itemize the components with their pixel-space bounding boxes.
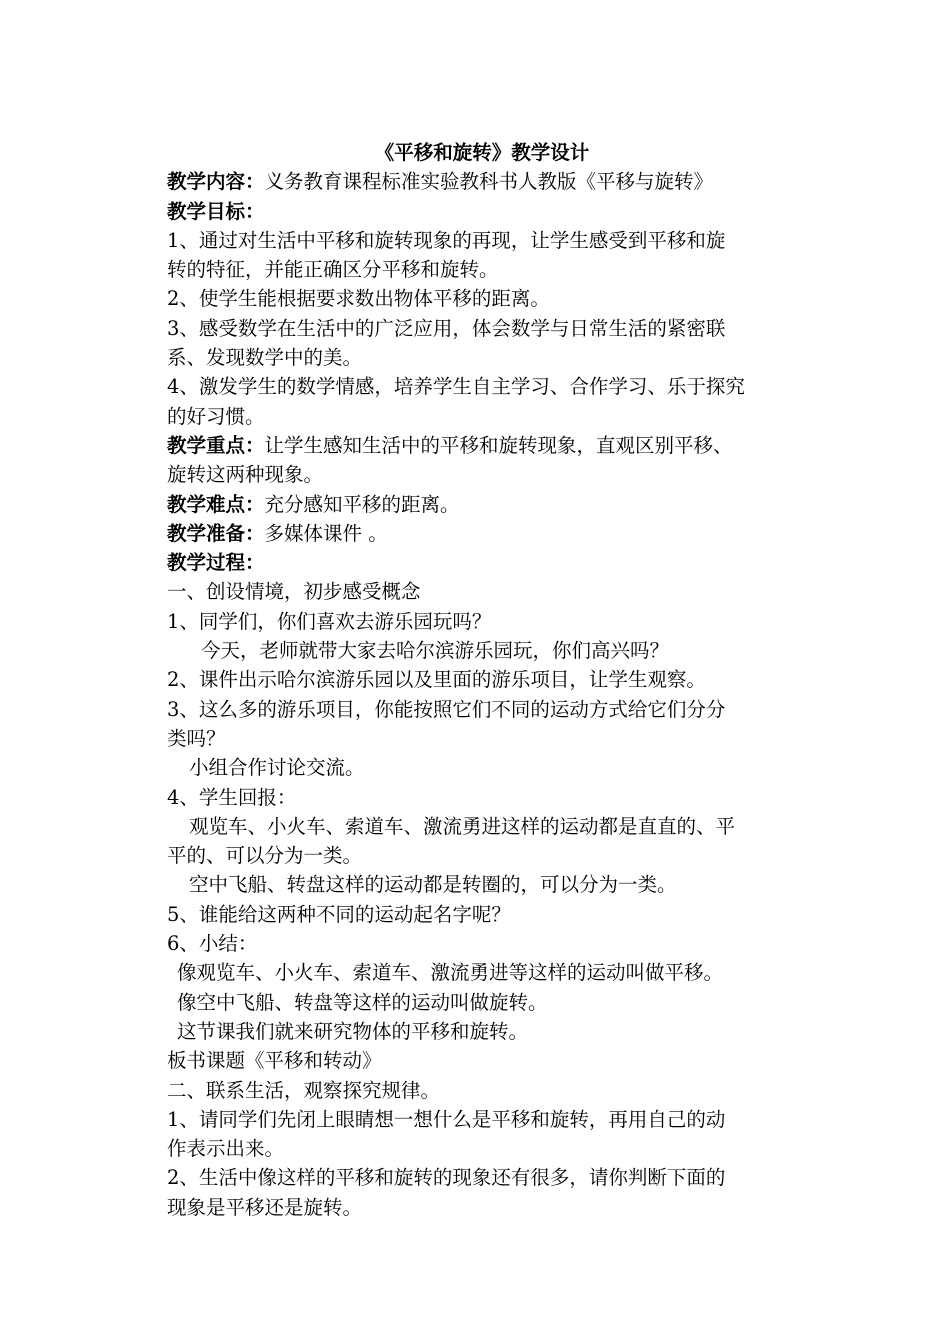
teaching-content [167,167,787,196]
section-2-item-2-line-2: 现象是平移还是旋转。 [167,1195,363,1219]
preparation-text: 多媒体课件 。 [264,521,388,545]
key-point-text: 让学生感知生活中的平移和旋转现象，直观区别平移、 [264,433,733,457]
section-1-item-3-line-2: 类吗？ [167,726,226,750]
teaching-key-point [167,431,787,460]
goal-3-line-1: 3、感受数学在生活中的广泛应用，体会数学与日常生活的紧密联 [167,316,726,340]
teaching-content-text: 义务教育课程标准实验教科书人教版《平移与旋转》 [264,170,714,194]
teaching-content-label: 教学内容： [167,170,265,194]
section-1-item-4-detail-1-cont: 平的、可以分为一类。 [167,844,363,868]
section-1-item-4-detail-1: 观览车、小火车、索道车、激流勇进这样的运动都是直直的、平 [189,814,736,838]
section-1-heading: 一、创设情境，初步感受概念 [167,580,421,604]
document-title: 《平移和旋转》教学设计 [374,141,590,164]
section-1-summary-2: 像空中飞船、转盘等这样的运动叫做旋转。 [177,990,548,1014]
section-1-item-4: 4、学生回报： [167,785,297,809]
section-1-summary-1: 像观览车、小火车、索道车、激流勇进等这样的运动叫做平移。 [177,961,724,985]
goal-4-line-1: 4、激发学生的数学情感，培养学生自主学习、合作学习、乐于探究 [167,375,745,399]
section-1-item-2: 2、课件出示哈尔滨游乐园以及里面的游乐项目，让学生观察。 [167,668,706,692]
difficulty-label: 教学难点： [167,492,265,516]
preparation-label: 教学准备： [167,521,265,545]
goal-4-line-2: 的好习惯。 [167,404,265,428]
section-1-summary-3: 这节课我们就来研究物体的平移和旋转。 [177,1019,529,1043]
section-1-item-6: 6、小结： [167,932,258,956]
teaching-preparation [167,519,787,548]
section-1-item-3-detail: 小组合作讨论交流。 [189,756,365,780]
section-2-item-2-line-1: 2、生活中像这样的平移和旋转的现象还有很多，请你判断下面的 [167,1166,726,1190]
goal-3-line-2: 系、发现数学中的美。 [167,346,363,370]
key-point-label: 教学重点： [167,433,265,457]
section-2-item-1-line-1: 1、请同学们先闭上眼睛想一想什么是平移和旋转，再用自己的动 [167,1107,726,1131]
section-1-item-1: 1、同学们，你们喜欢去游乐园玩吗？ [167,609,492,633]
document-body [167,138,787,1222]
section-2-heading: 二、联系生活，观察探究规律。 [167,1078,441,1102]
section-1-item-5: 5、谁能给这两种不同的运动起名字呢？ [167,902,511,926]
teaching-difficulty [167,490,787,519]
goal-2: 2、使学生能根据要求数出物体平移的距离。 [167,287,550,311]
key-point-line-2: 旋转这两种现象。 [167,463,324,487]
teaching-goals-label: 教学目标： [167,199,265,223]
teaching-process-label: 教学过程： [167,551,265,575]
difficulty-text: 充分感知平移的距离。 [264,492,460,516]
section-1-item-4-detail-2: 空中飞船、转盘这样的运动都是转圈的，可以分为一类。 [189,873,677,897]
goal-1-line-2: 转的特征，并能正确区分平移和旋转。 [167,258,499,282]
section-1-item-3-line-1: 3、这么多的游乐项目，你能按照它们不同的运动方式给它们分分 [167,697,726,721]
section-1-item-1-detail: 今天，老师就带大家去哈尔滨游乐园玩，你们高兴吗？ [201,639,670,663]
section-2-item-1-line-2: 作表示出来。 [167,1137,285,1161]
goal-1-line-1: 1、通过对生活中平移和旋转现象的再现，让学生感受到平移和旋 [167,228,726,252]
board-title: 板书课题《平移和转动》 [167,1049,382,1073]
